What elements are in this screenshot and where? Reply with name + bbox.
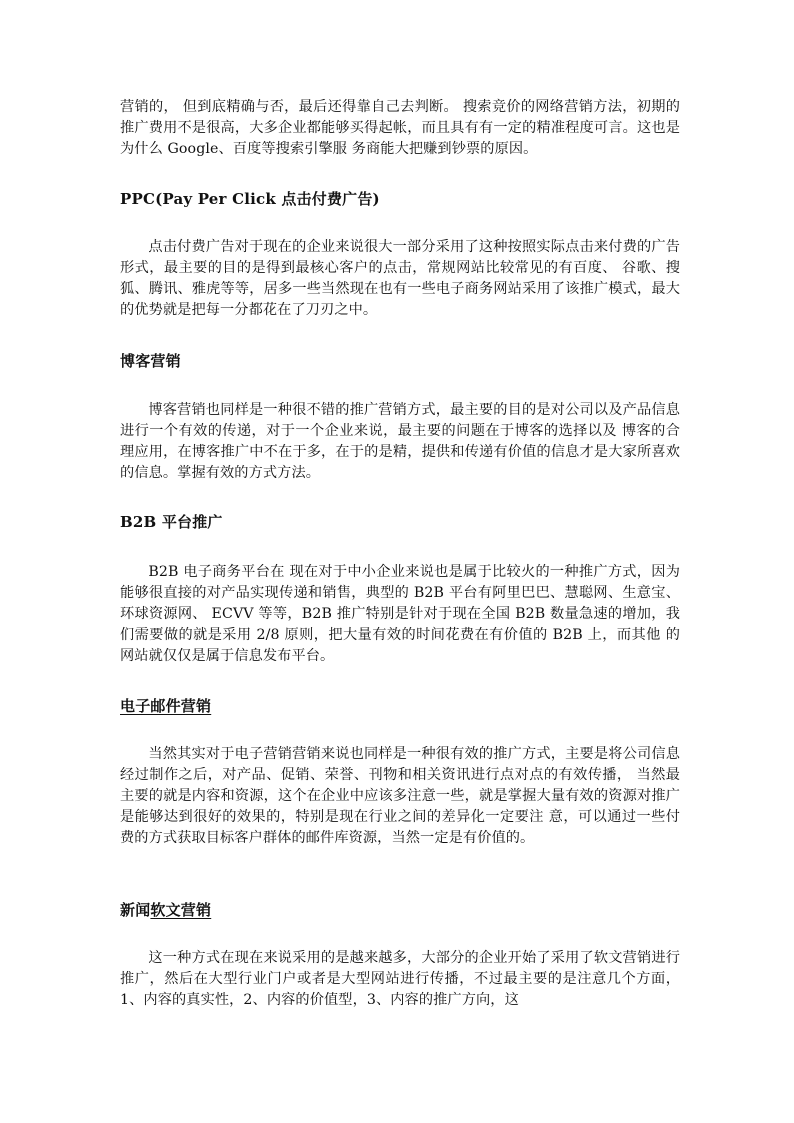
heading-b2b-platform: B2B 平台推广 (120, 513, 223, 531)
heading-ppc: PPC(Pay Per Click 点击付费广告) (120, 190, 380, 208)
heading-news-soft-article (120, 899, 211, 921)
intro-paragraph: 营销的， 但到底精确与否，最后还得靠自己去判断。 搜索竞价的网络营销方法，初期的推广费用不是很高，大多企业都能够买得起帐，而且具有有一定的精准程度可言。这也是为什么 Google、百度等搜索引擎服 务商能大把赚到钞票的原因。 (120, 99, 680, 157)
paragraph-news-soft-article: 这一种方式在现在来说采用的是越来越多，大部分的企业开始了采用了软文营销进行推广，然后在大型行业门户或者是大型网站进行传播，不过最主要的是注意几个方面，1、内容的真实性，2、内容的价值型，3、内容的推广方向，这 (120, 950, 680, 1008)
paragraph-blog-marketing: 博客营销也同样是一种很不错的推广营销方式，最主要的目的是对公司以及产品信息进行一个有效的传递，对于一个企业来说，最主要的问题在于博客的选择以及 博客的合理应用，在博客推广中不在于多，在于的是精，提供和传递有价值的信息才是大家所喜欢的信息。掌握有效的方式方法。 (120, 402, 680, 481)
heading-soft-article-underlined: 软文营销 (150, 901, 212, 919)
paragraph-email-marketing: 当然其实对于电子营销营销来说也同样是一种很有效的推广方式，主要是将公司信息经过制作之后，对产品、促销、荣誉、刊物和相关资讯进行点对点的有效传播， 当然最主要的就是内容和资源，这个在企业中应该多注意一些，就是掌握大量有效的资源对推广是能够达到很好的效果的，特别是现在行业之间的差异化一定要注 意，可以通过一些付费的方式获取目标客户群体的邮件库资源，当然一定是有价值的。 (120, 746, 680, 846)
heading-news-prefix: 新闻 (120, 901, 151, 919)
paragraph-ppc: 点击付费广告对于现在的企业来说很大一部分采用了这种按照实际点击来付费的广告形式，最主要的目的是得到最核心客户的点击，常规网站比较常见的有百度、 谷歌、搜狐、腾讯、雅虎等等，居多一些当然现在也有一些电子商务网站采用了该推广模式，最大的优势就是把每一分都花在了刀刃之中。 (120, 239, 680, 318)
paragraph-b2b-platform: B2B 电子商务平台在 现在对于中小企业来说也是属于比较火的一种推广方式，因为能够很直接的对产品实现传递和销售，典型的 B2B 平台有阿里巴巴、慧聪网、生意宝、环球资源网、 ECVV 等等，B2B 推广特别是针对于现在全国 B2B 数量急速的增加，我们需要做的就是采用 2/8 原则，把大量有效的时间花费在有价值的 B2B 上，而其他 的网站就仅仅是属于信息发布平台。 (120, 564, 680, 664)
heading-blog-marketing: 博客营销 (120, 352, 181, 370)
heading-email-marketing: 电子邮件营销 (120, 697, 212, 715)
